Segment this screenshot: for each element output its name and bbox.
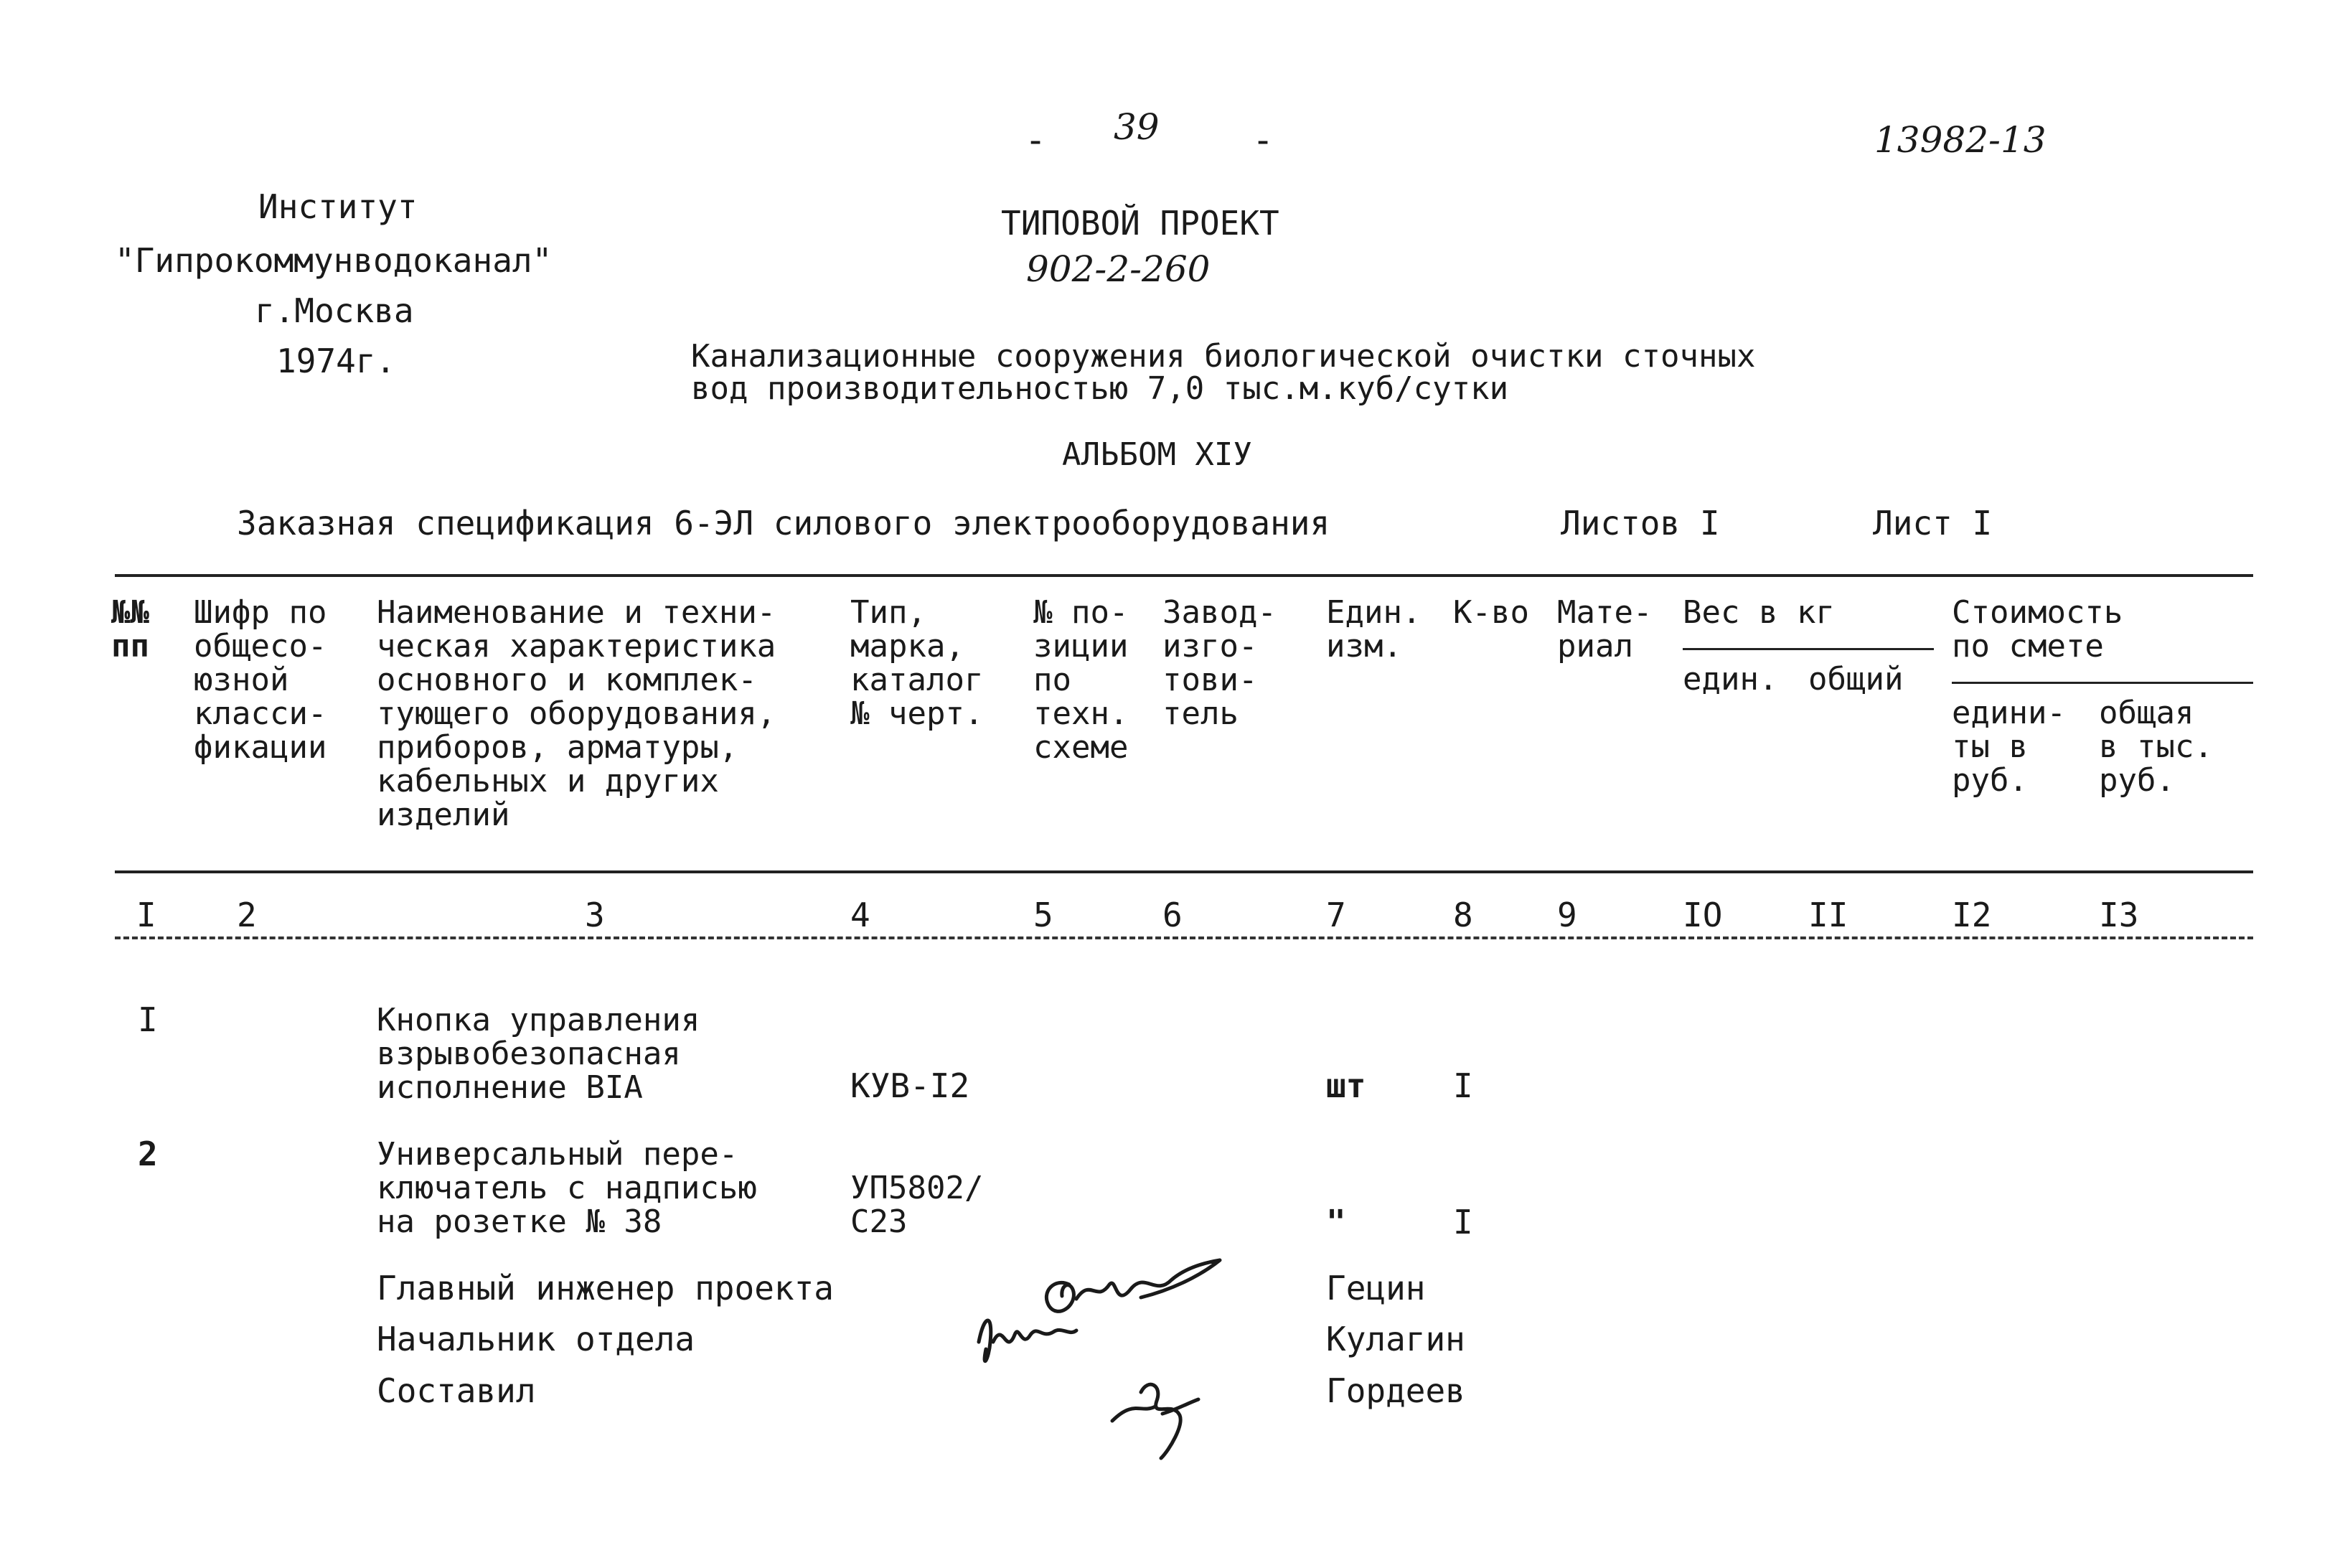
row-name: Кнопка управления взрывобезопасная исполнение ВIА [377,1002,700,1106]
colnum-9: 9 [1557,896,1577,934]
institute-name: "Гипрокоммунводоканал" [115,241,553,280]
colnum-10: IO [1683,896,1723,934]
header-col-13: общая в тыс. руб. [2099,695,2213,799]
header-col-6: Завод- изго- тови- тель [1162,594,1277,732]
header-weight-group: Вес в кг [1683,594,1835,631]
institute-year: 1974г. [276,342,396,380]
colnum-7: 7 [1326,896,1346,934]
colnum-4: 4 [850,896,870,934]
signature-role: Главный инженер проекта [377,1269,834,1308]
header-col-8: К-во [1453,594,1529,631]
row-number: 2 [138,1135,158,1173]
column-numbers-rule [115,936,2253,939]
colnum-8: 8 [1453,896,1473,934]
dash-right: - [1252,119,1274,161]
row-type: КУВ-I2 [850,1066,970,1105]
header-col-11: общий [1808,661,1904,698]
sheets-total: Листов I [1561,504,1720,543]
signature-name: Гецин [1326,1269,1426,1308]
colnum-1: I [136,896,156,934]
colnum-5: 5 [1033,896,1053,934]
colnum-11: II [1808,896,1848,934]
header-col-9: Мате- риал [1557,594,1653,665]
weight-group-rule [1683,648,1934,650]
project-number: 902-2-260 [1026,248,1211,290]
row-name: Универсальный пере- ключатель с надписью на розетке № 38 [377,1136,757,1240]
specification-title: Заказная спецификация 6-ЭЛ силового электрооборудования [237,504,1330,543]
colnum-6: 6 [1162,896,1183,934]
project-description-line-2: вод производительностью 7,0 тыс.м.куб/сутки [691,370,1509,407]
colnum-12: I2 [1952,896,1992,934]
row-quantity: I [1453,1066,1473,1105]
institute-city: г.Москва [255,291,414,330]
row-number: I [138,1000,158,1039]
header-col-3: Наименование и техни- ческая характеристика основного и комплек- тующего оборудования, приборов, арматуры, кабельных и других изделий [377,594,776,833]
header-bottom-rule [115,870,2253,873]
table-top-rule [115,574,2253,577]
document-number: 13982-13 [1874,119,2047,161]
header-col-4: Тип, марка, каталог № черт. [850,594,984,732]
row-unit: шт [1326,1066,1366,1105]
header-col-12: едини- ты в руб. [1952,695,2066,799]
handwritten-signatures [969,1234,1270,1464]
sheet-current: Лист I [1873,504,1993,543]
signature-name: Кулагин [1326,1320,1465,1358]
header-col-7: Един. изм. [1326,594,1422,665]
signature-name: Гордеев [1326,1371,1465,1410]
signature-role: Составил [377,1371,536,1410]
project-label: ТИПОВОЙ ПРОЕКТ [1001,204,1279,243]
row-type: УП5802/ С23 [850,1170,984,1240]
header-col-2: Шифр по общесо- юзной класси- фикации [194,594,327,766]
row-unit: " [1326,1203,1346,1241]
row-quantity: I [1453,1203,1473,1241]
colnum-13: I3 [2099,896,2139,934]
signature-role: Начальник отдела [377,1320,695,1358]
institute-label: Институт [258,187,418,226]
page-number: 39 [1114,106,1160,148]
album-title: АЛЬБОМ ХIУ [1062,436,1252,473]
header-col-10: един. [1683,661,1778,698]
colnum-3: 3 [585,896,605,934]
dash-left: - [1025,119,1047,161]
cost-group-rule [1952,682,2253,684]
project-description-line-1: Канализационные сооружения биологической очистки сточных [691,338,1756,375]
header-col-1: №№ пп [111,594,149,665]
header-col-5: № по- зиции по техн. схеме [1033,594,1129,766]
header-cost-group: Стоимость по смете [1952,594,2123,665]
colnum-2: 2 [237,896,257,934]
